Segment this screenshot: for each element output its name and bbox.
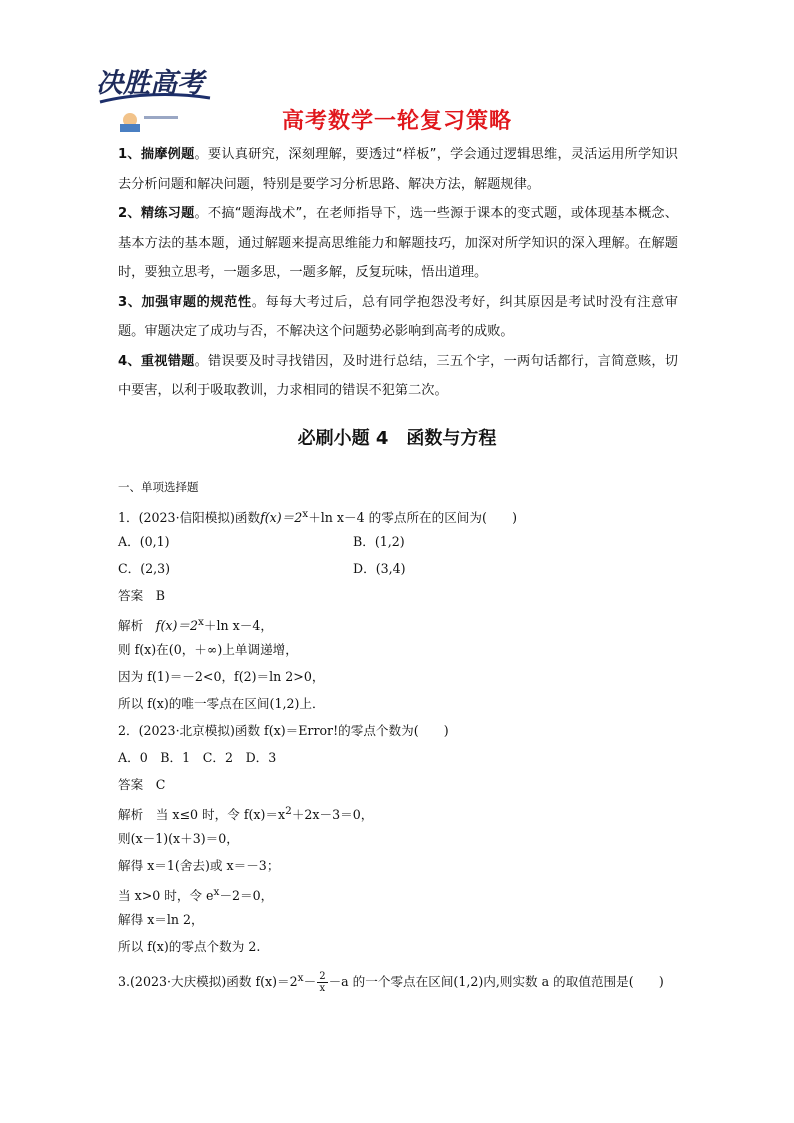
q2-solution-5: 解得 x＝ln 2， <box>118 912 204 927</box>
q2-sol4-post: －2＝0， <box>219 888 274 904</box>
q3-stem-sup: x <box>297 972 304 984</box>
q2-answer: 答案 C <box>118 777 166 792</box>
q1-sol1-post: ＋ln x－4， <box>203 618 273 634</box>
tip-3-body: 。每每大考过后，总有同学抱怨没考好，纠其原因是考试时没有注意审题。审题决定了成功与否，不解决这个问题势必影响到高考的成败。 <box>118 294 678 339</box>
section-title: 必刷小题 4 函数与方程 <box>297 428 497 449</box>
tip-4-head: 4、重视错题 <box>118 353 195 369</box>
q2-sol4-pre: 当 x>0 时，令 e <box>118 888 214 904</box>
tip-2-body: 。不搞“题海战术”，在老师指导下，选一些源于课本的变式题，或体现基本概念、基本方法的基本题，通过解题来提高思维能力和解题技巧，加深对所学知识的深入理解。在解题时，要独立思考，一题多思，一题多解，反复玩味，悟出道理。 <box>118 206 678 280</box>
q2-sol1-sup: 2 <box>285 805 292 817</box>
q1-sol1-sup: x <box>197 616 204 628</box>
q1-solution-2: 则 f(x)在(0，＋∞)上单调递增， <box>118 642 298 657</box>
q2-solution-1 <box>118 798 688 825</box>
tip-4 <box>118 347 678 406</box>
q2-stem: 2．(2023·北京模拟)函数 f(x)＝Error!的零点个数为( ) <box>118 723 449 738</box>
q2-sol1-post: ＋2x－3＝0， <box>291 807 374 823</box>
q2-solution-2: 则(x－1)(x＋3)＝0， <box>118 831 239 846</box>
q3-stem <box>118 960 688 996</box>
tip-2 <box>118 199 678 288</box>
q3-fraction <box>317 971 327 994</box>
tip-1-body: 。要认真研究，深刻理解，要透过“样板”，学会通过逻辑思维，灵活运用所学知识去分析问题和解决问题，特别是要学习分析思路、解决方法，解题规律。 <box>118 147 678 192</box>
tip-1-head: 1、揣摩例题 <box>118 147 195 162</box>
tip-2-head: 2、精练习题 <box>118 206 195 221</box>
q1-stem-post: ＋ln x－4 的零点所在的区间为( ) <box>308 510 517 526</box>
banner-title: 高考数学一轮复习策略 <box>281 109 512 134</box>
tip-3-head: 3、加强审题的规范性 <box>118 294 252 310</box>
q3-frac-den: x <box>319 983 326 995</box>
tip-1 <box>118 140 678 199</box>
q1-answer: 答案 B <box>118 588 166 603</box>
q2-solution-4 <box>118 879 688 906</box>
q1-sol1-fx: f(x)＝2 <box>155 618 198 634</box>
q1-stem-sup: x <box>302 508 309 520</box>
q3-frac-num: 2 <box>319 971 326 983</box>
questions <box>118 474 688 996</box>
q2-options: A．0 B．1 C．2 D．3 <box>118 750 277 765</box>
q3-stem-post: －a 的一个零点在区间(1,2)内,则实数 a 的取值范围是( ) <box>328 974 664 990</box>
q2-solution-3: 解得 x＝1(舍去)或 x＝－3； <box>118 858 280 873</box>
tip-4-body: 。错误要及时寻找错因，及时进行总结，三五个字，一两句话都行，言简意赅，切中要害，以利于吸取教训，力求相同的错误不犯第二次。 <box>118 353 678 398</box>
study-tips <box>118 140 678 406</box>
q1-solution-1 <box>118 609 688 636</box>
q1-stem <box>118 501 688 528</box>
tip-3 <box>118 288 678 347</box>
q3-stem-pre: 3.(2023·大庆模拟)函数 f(x)＝2 <box>118 974 298 990</box>
part-heading: 一、单项选择题 <box>118 480 199 494</box>
q2-solution-6: 所以 f(x)的零点个数为 2. <box>118 939 261 954</box>
q1-options-row-1 <box>118 528 688 555</box>
q1-option-a: A．(0,1) <box>118 534 170 549</box>
q1-stem-pre: 1．(2023·信阳模拟)函数 <box>118 510 261 526</box>
q1-option-b: B．(1,2) <box>353 534 405 549</box>
q1-solution-3: 因为 f(1)＝－2<0，f(2)＝ln 2>0， <box>118 669 325 684</box>
q3-stem-mid: － <box>303 974 317 990</box>
q1-options-row-2 <box>118 555 688 582</box>
logo-text: 决胜高考 <box>96 68 204 99</box>
q1-stem-fx: f(x)＝2 <box>260 510 303 526</box>
q1-sol1-pre: 解析 <box>118 618 156 634</box>
q1-option-c: C．(2,3) <box>118 561 171 576</box>
q1-solution-4: 所以 f(x)的唯一零点在区间(1,2)上． <box>118 696 325 711</box>
q1-option-d: D．(3,4) <box>353 561 406 576</box>
q2-sol4-sup: x <box>213 886 220 898</box>
q2-sol1-pre: 解析 当 x≤0 时，令 f(x)＝x <box>118 807 286 823</box>
